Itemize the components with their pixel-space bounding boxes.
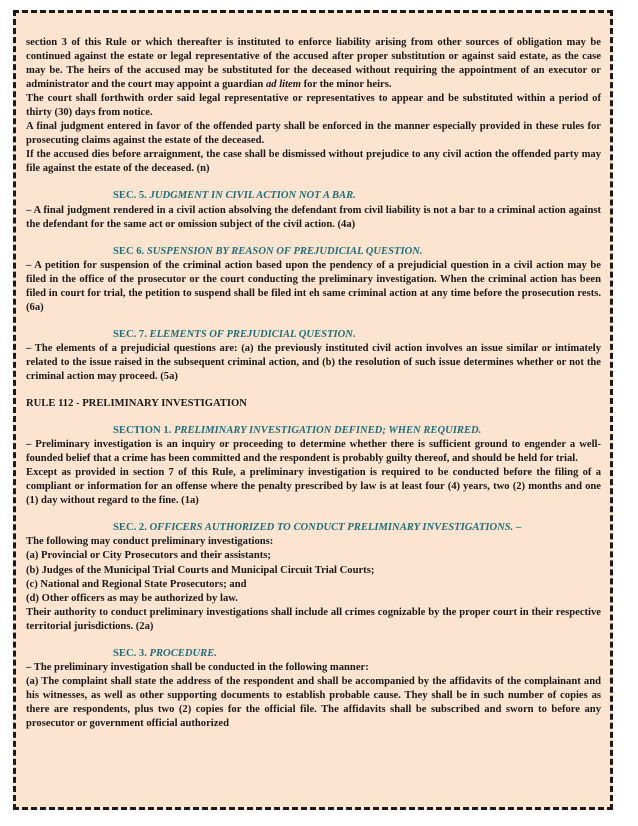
section-2-closing: Their authority to conduct preliminary investigations shall include all crimes cognizable by the proper court in their respective territorial jurisdictions. (2a) bbox=[26, 606, 601, 632]
intro-paragraph-4: If the accused dies before arraignment, the case shall be dismissed without prejudice to any civil action the offended party may file against the estate of the deceased. (n) bbox=[26, 149, 601, 175]
section-2-lead: The following may conduct preliminary investigations: bbox=[26, 536, 274, 548]
document-body bbox=[26, 36, 601, 731]
section-3-item-a: (a) The complaint shall state the address of the respondent and shall be accompanied by the affidavits of the complainant and his witnesses, as well as other supporting documents to establish probable cause. They shall be in such number of copies as there are respondents, plus two (2) copies for the official file. The affidavits shall be subscribed and sworn to before any prosecutor or government official authorized bbox=[26, 675, 601, 729]
section-3-lead: – The preliminary investigation shall be conducted in the following manner: bbox=[26, 661, 369, 673]
list-item: (d) Other officers as may be authorized by law. bbox=[26, 592, 238, 604]
section-2-heading: SEC. 2. OFFICERS AUTHORIZED TO CONDUCT PRELIMINARY INVESTIGATIONS. – bbox=[113, 522, 522, 534]
section-1-heading: SECTION 1. PRELIMINARY INVESTIGATION DEFINED; WHEN REQUIRED. bbox=[113, 425, 482, 437]
list-item: (c) National and Regional State Prosecutors; and bbox=[26, 578, 247, 590]
section-6-heading: SEC 6. SUSPENSION BY REASON OF PREJUDICIAL QUESTION. bbox=[113, 245, 423, 257]
section-7-heading: SEC. 7. ELEMENTS OF PREJUDICIAL QUESTION. bbox=[113, 328, 356, 340]
intro-paragraph-2: The court shall forthwith order said legal representative or representatives to appear and be substituted within a period of thirty (30) days from notice. bbox=[26, 93, 601, 119]
section-6-body: – A petition for suspension of the criminal action based upon the pendency of a prejudicial question in a civil action may be filed in the office of the prosecutor or the court conducting the preliminary investigation. When the criminal action has been filed in court for trial, the petition to suspend shall be filed int eh same criminal action at any time before the prosecution rests. (6a) bbox=[26, 259, 601, 313]
list-item: (b) Judges of the Municipal Trial Courts and Municipal Circuit Trial Courts; bbox=[26, 564, 375, 576]
intro-paragraph-1: section 3 of this Rule or which thereafter is instituted to enforce liability arising from other sources of obligation may be continued against the estate or legal representative of the accused after proper substitution or against said estate, as the case may be. The heirs of the accused may be substituted for the deceased without requiring the appointment of an executor or administrator and the court may appoint a guardian ad litem for the minor heirs. bbox=[26, 37, 601, 91]
section-5-body: – A final judgment rendered in a civil action absolving the defendant from civil liability is not a bar to a criminal action against the defendant for the same act or omission subject of the civil action. (4a) bbox=[26, 204, 601, 230]
section-5-heading: SEC. 5. JUDGMENT IN CIVIL ACTION NOT A BAR. bbox=[113, 190, 356, 202]
section-3-heading: SEC. 3. PROCEDURE. bbox=[113, 647, 217, 659]
section-1-body-2: Except as provided in section 7 of this Rule, a preliminary investigation is required to be conducted before the filing of a compliant or information for an offense where the penalty prescribed by law is at least four (4) years, two (2) months and one (1) day without regard to the fine. (1a) bbox=[26, 467, 601, 507]
section-1-body-1: – Preliminary investigation is an inquiry or proceeding to determine whether there is sufficient ground to engender a well-founded belief that a crime has been committed and the respondent is probably guilty thereof, and should be held for trial. bbox=[26, 439, 601, 465]
list-item: (a) Provincial or City Prosecutors and their assistants; bbox=[26, 550, 271, 562]
rule-112-heading: RULE 112 - PRELIMINARY INVESTIGATION bbox=[26, 398, 247, 410]
italic-term: ad litem bbox=[265, 79, 301, 91]
section-7-body: – The elements of a prejudicial questions are: (a) the previously instituted civil action involves an issue similar or intimately related to the issue raised in the subsequent criminal action, and (b) the resolution of such issue determines whether or not the criminal action may proceed. (5a) bbox=[26, 342, 601, 382]
intro-paragraph-3: A final judgment entered in favor of the offended party shall be enforced in the manner especially provided in these rules for prosecuting claims against the estate of the deceased. bbox=[26, 121, 601, 147]
